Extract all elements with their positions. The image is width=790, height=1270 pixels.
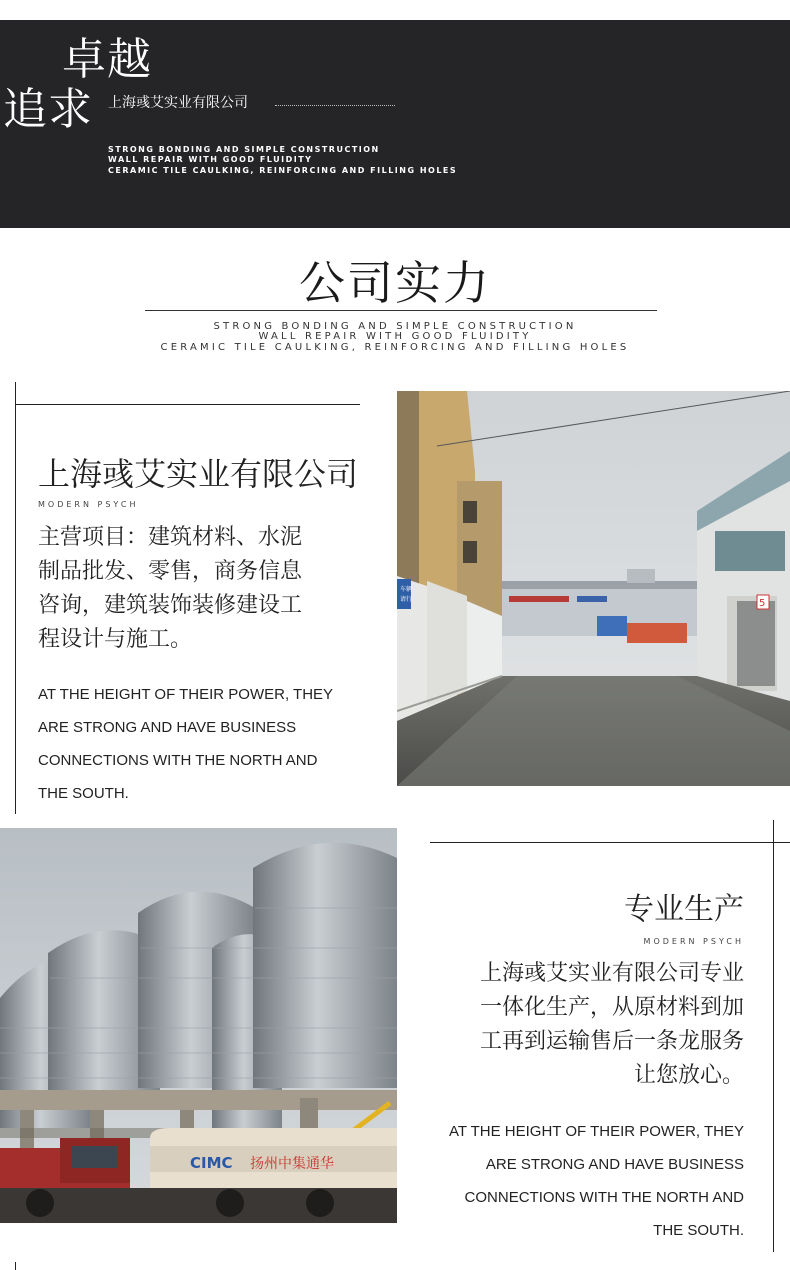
svg-text:请行: 请行 bbox=[400, 596, 413, 603]
block1-vertical-line bbox=[15, 382, 16, 814]
yard-number-sign: 5 bbox=[759, 598, 766, 609]
block1-en-line: CONNECTIONS WITH THE NORTH AND bbox=[38, 752, 318, 769]
hero-divider bbox=[275, 105, 395, 106]
section-en-line: CERAMIC TILE CAULKING, REINFORCING AND FILLING HOLES bbox=[160, 342, 630, 353]
block1-en-line: THE SOUTH. bbox=[38, 785, 129, 802]
block2-horizontal-line bbox=[430, 842, 790, 843]
block1-subtitle: MODERN PSYCH bbox=[38, 500, 139, 509]
block2-cn-line: 一体化生产，从原材料到加 bbox=[479, 995, 744, 1020]
hero-title-line1: 卓越 bbox=[62, 34, 152, 85]
block2-subtitle: MODERN PSYCH bbox=[643, 937, 744, 946]
factory-yard-photo bbox=[397, 391, 790, 786]
hero-title-line2: 追求 bbox=[3, 84, 93, 135]
silo-illustration bbox=[0, 828, 397, 1223]
section-title: 公司实力 bbox=[299, 256, 491, 310]
section-en-line: STRONG BONDING AND SIMPLE CONSTRUCTION bbox=[213, 321, 577, 332]
hero-en-line: STRONG BONDING AND SIMPLE CONSTRUCTION bbox=[108, 145, 380, 154]
section-en-line: WALL REPAIR WITH GOOD FLUIDITY bbox=[258, 331, 532, 342]
block2-title: 专业生产 bbox=[624, 892, 744, 927]
yard-sign-text: 车辆 bbox=[400, 586, 413, 593]
hero-en-line: WALL REPAIR WITH GOOD FLUIDITY bbox=[108, 155, 313, 164]
block2-cn-line: 工再到运输售后一条龙服务 bbox=[479, 1029, 744, 1054]
block2-en-line: ARE STRONG AND HAVE BUSINESS bbox=[485, 1156, 744, 1173]
block1-horizontal-line bbox=[15, 404, 360, 405]
block1-cn-line: 制品批发、零售，商务信息 bbox=[38, 559, 303, 584]
block2-en-line: THE SOUTH. bbox=[653, 1222, 744, 1239]
block2-vertical-line bbox=[773, 820, 774, 1252]
block1-chinese-text bbox=[38, 521, 358, 657]
block2-en-line: CONNECTIONS WITH THE NORTH AND bbox=[464, 1189, 744, 1206]
silo-photo bbox=[0, 828, 397, 1223]
block2-english-text bbox=[424, 1115, 744, 1247]
hero-company-name: 上海彧艾实业有限公司 bbox=[108, 95, 248, 111]
block1-english-text bbox=[38, 678, 358, 810]
block1-title: 上海彧艾实业有限公司 bbox=[38, 455, 359, 493]
block2-en-line: AT THE HEIGHT OF THEIR POWER, THEY bbox=[448, 1123, 744, 1140]
block2-cn-line: 让您放心。 bbox=[633, 1063, 744, 1088]
block1-cn-line: 程设计与施工。 bbox=[38, 627, 193, 652]
section-divider bbox=[145, 310, 657, 311]
factory-yard-illustration bbox=[397, 391, 790, 786]
block2-cn-line: 上海彧艾实业有限公司专业 bbox=[479, 961, 744, 986]
block1-cn-line: 主营项目：建筑材料、水泥 bbox=[38, 525, 303, 550]
truck-company-text: 扬州中集通华 bbox=[250, 1156, 334, 1172]
truck-brand-text: CIMC bbox=[190, 1154, 233, 1172]
hero-en-line: CERAMIC TILE CAULKING, REINFORCING AND FILLING HOLES bbox=[108, 166, 458, 175]
block1-en-line: AT THE HEIGHT OF THEIR POWER, THEY bbox=[38, 686, 334, 703]
bottom-tick-line bbox=[15, 1262, 16, 1270]
block1-en-line: ARE STRONG AND HAVE BUSINESS bbox=[38, 719, 297, 736]
block2-chinese-text bbox=[434, 957, 744, 1093]
block1-cn-line: 咨询，建筑装饰装修建设工 bbox=[38, 593, 303, 618]
